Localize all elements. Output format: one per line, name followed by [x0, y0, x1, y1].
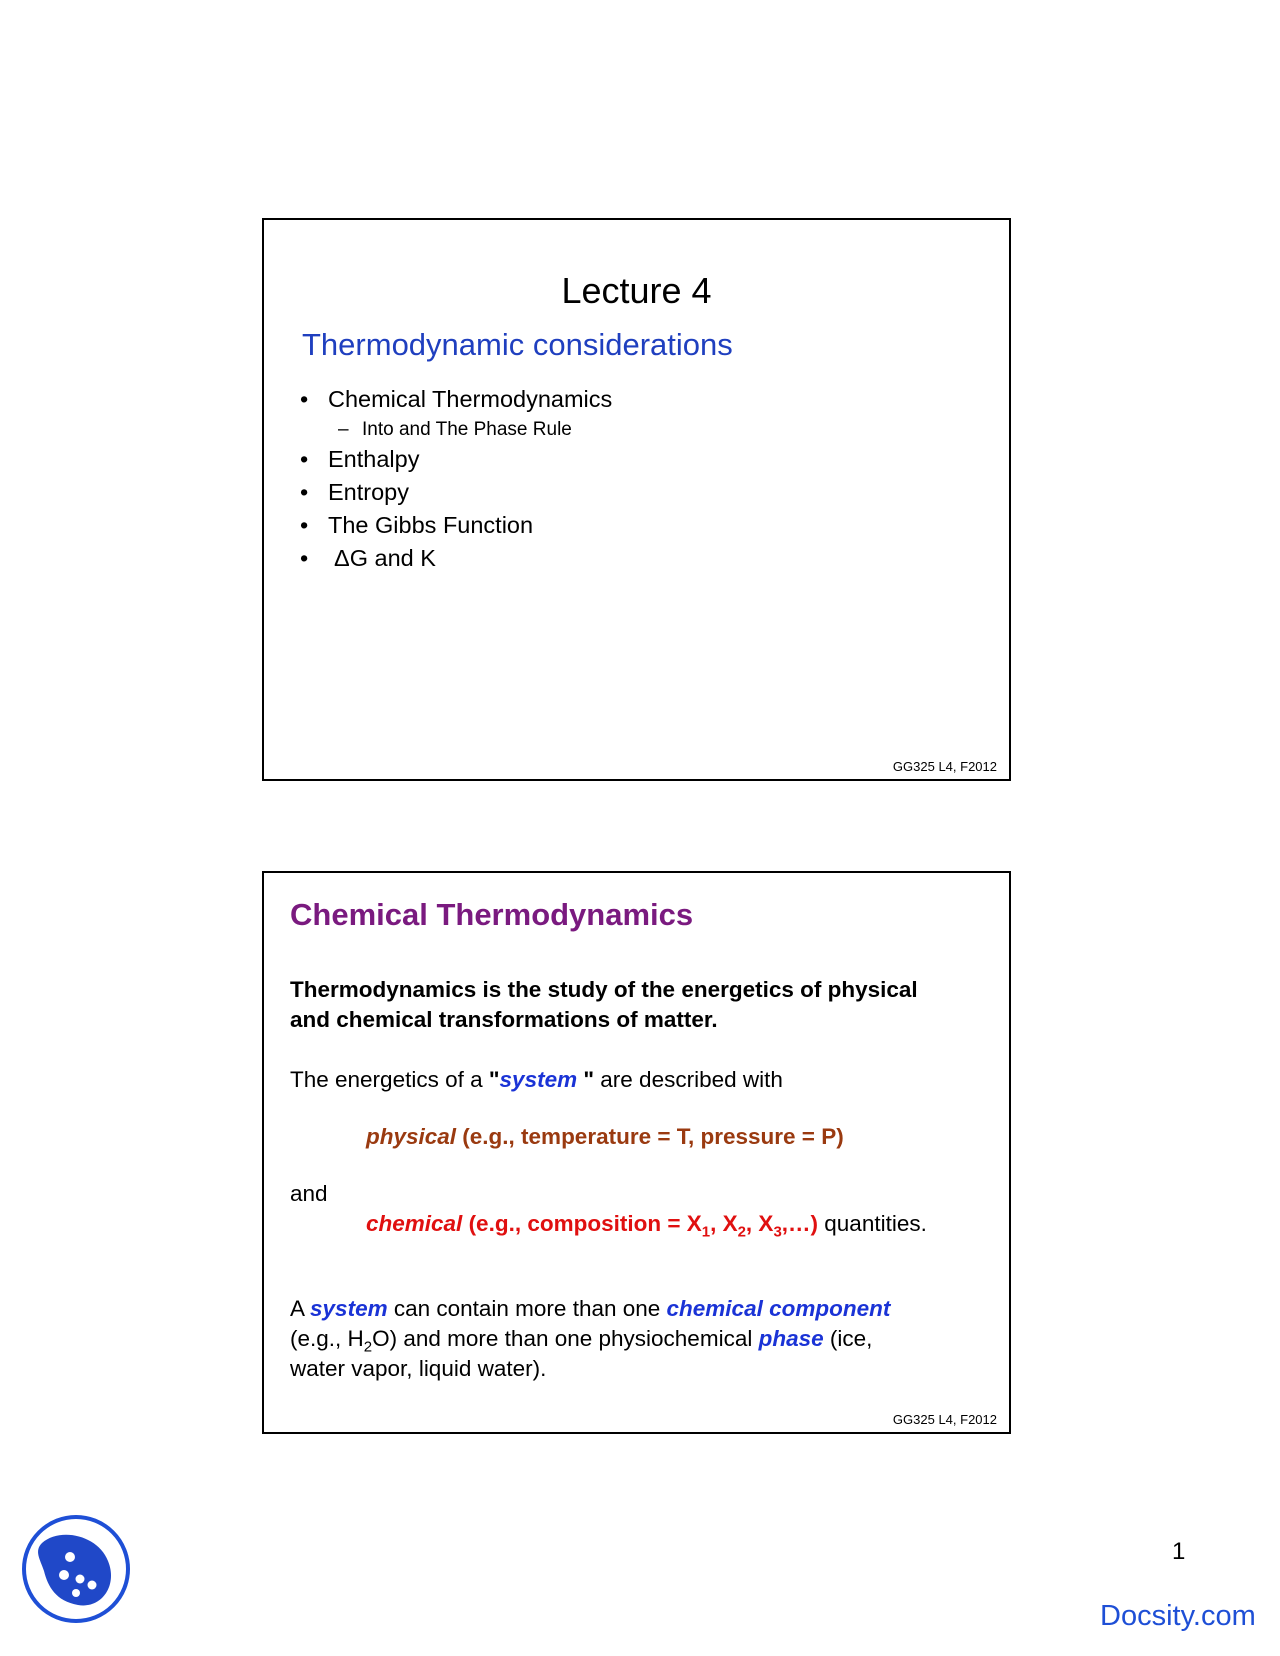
subscript: 2 [363, 1338, 373, 1356]
text-run: " [488, 1067, 500, 1092]
text-run: quantities. [818, 1211, 927, 1236]
bullet-icon: • [300, 545, 309, 571]
text-run: " [577, 1067, 595, 1092]
list-item-text: ΔG and K [334, 545, 436, 571]
energetics-line [290, 1065, 990, 1095]
subscript: 3 [773, 1223, 782, 1241]
text-run: The energetics of a [290, 1067, 489, 1092]
bullet-icon: • [300, 446, 309, 472]
text-run: O) and more than one physiochemical [372, 1326, 759, 1351]
subscript: 2 [737, 1223, 746, 1241]
slide-subtitle: Thermodynamic considerations [302, 327, 733, 362]
intro-line: Thermodynamics is the study of the energetics of physical [290, 977, 918, 1002]
bullet-icon: • [300, 512, 309, 538]
slide-body [290, 975, 990, 1384]
slide-lecture-4 [262, 218, 1011, 781]
chemical-line [290, 1209, 990, 1239]
chemical-term: chemical [366, 1211, 463, 1236]
topic-list [300, 383, 612, 575]
physical-term: physical [366, 1124, 457, 1149]
list-item-text: Enthalpy [328, 446, 420, 472]
page-number: 1 [1172, 1538, 1186, 1565]
text-run: ,…) [781, 1211, 819, 1236]
slide-footer: GG325 L4, F2012 [892, 1412, 997, 1427]
component-term: chemical component [666, 1296, 891, 1321]
bullet-icon: • [300, 479, 309, 505]
dash-icon: – [338, 419, 349, 440]
text-run: (e.g., H [290, 1326, 364, 1351]
list-item-text: Entropy [328, 479, 409, 505]
list-item [300, 383, 612, 416]
list-sub-item [300, 416, 612, 443]
text-run: A [290, 1296, 311, 1321]
intro-paragraph [290, 975, 990, 1035]
text-run: (ice, [823, 1326, 873, 1351]
text-run: , X [710, 1211, 738, 1236]
subscript: 1 [701, 1223, 711, 1241]
text-run: , X [745, 1211, 774, 1236]
slide-title: Lecture 4 [561, 270, 712, 311]
system-paragraph [290, 1294, 990, 1384]
list-item [300, 476, 612, 509]
intro-line: and chemical transformations of matter. [290, 1007, 718, 1032]
list-item [300, 509, 612, 542]
docsity-logo-icon [20, 1513, 132, 1625]
list-item [300, 443, 612, 476]
list-item-text: The Gibbs Function [328, 512, 534, 538]
slide-title: Chemical Thermodynamics [290, 897, 694, 932]
system-term: system [310, 1296, 388, 1321]
bullet-icon: • [300, 386, 309, 412]
brand-link[interactable]: Docsity.com [1100, 1600, 1256, 1632]
phase-term: phase [758, 1326, 824, 1351]
and-line: and [290, 1181, 328, 1206]
text-run: can contain more than one [387, 1296, 667, 1321]
text-run: are described with [594, 1067, 783, 1092]
text-run: (e.g., temperature = T, pressure = P) [456, 1124, 844, 1149]
text-run: (e.g., composition = X [462, 1211, 702, 1236]
list-item-text: Into and The Phase Rule [362, 419, 572, 440]
slide-chemical-thermodynamics [262, 871, 1011, 1434]
slide-footer: GG325 L4, F2012 [892, 759, 997, 774]
physical-line [290, 1122, 990, 1152]
system-term: system [499, 1067, 578, 1092]
list-item [300, 542, 612, 575]
list-item-text: Chemical Thermodynamics [328, 386, 613, 412]
text-run: water vapor, liquid water). [290, 1356, 547, 1381]
